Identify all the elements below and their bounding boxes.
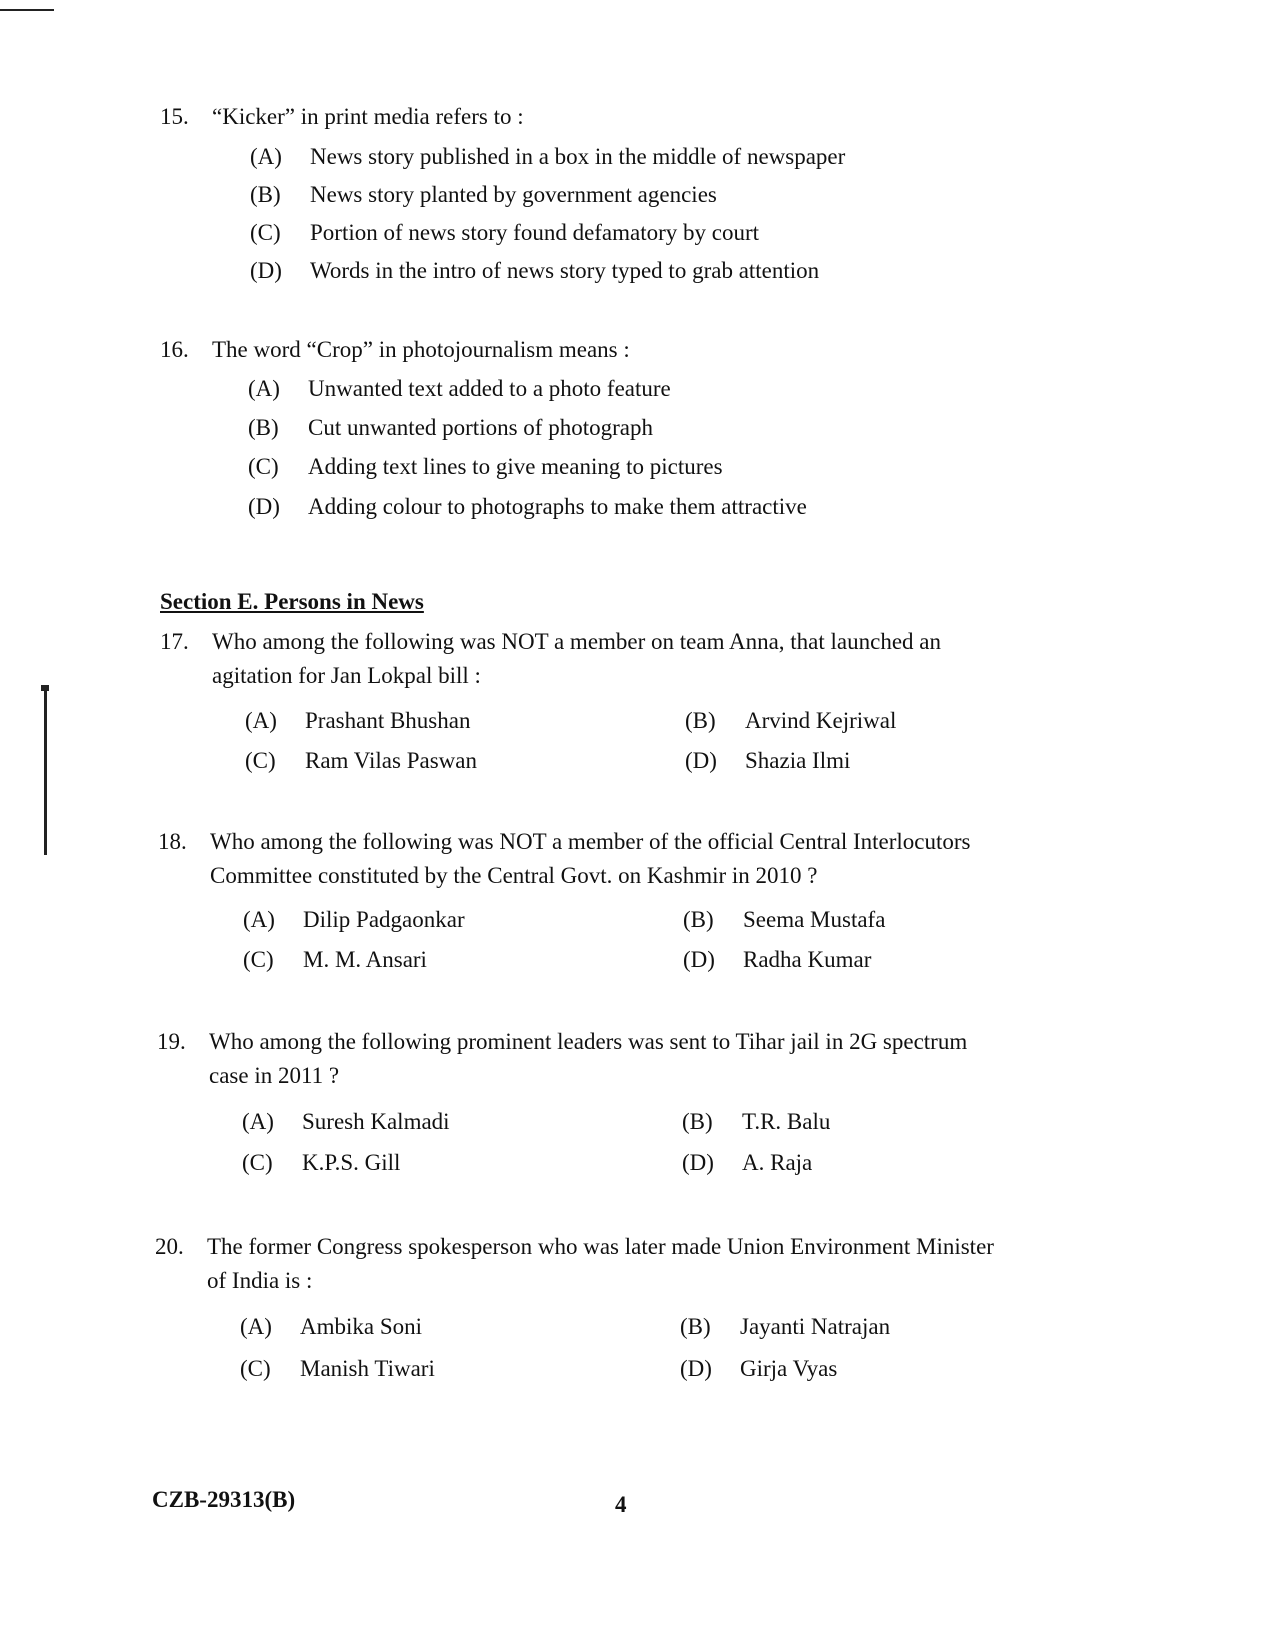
option-letter: (D): [680, 1356, 712, 1381]
option-letter: (B): [683, 907, 714, 932]
option-text: A. Raja: [742, 1150, 813, 1175]
paper-code: CZB-29313(B): [152, 1487, 296, 1512]
option-letter: (D): [248, 494, 280, 519]
option-text: Shazia Ilmi: [745, 748, 851, 773]
option-text: T.R. Balu: [742, 1109, 831, 1134]
option-letter: (A): [242, 1109, 274, 1134]
question-text: Who among the following was NOT a member of the official Central Interlocutors Committee constituted by the Central Govt. on Kashmir in 2010 ?: [210, 829, 971, 888]
question-text: The word “Crop” in photojournalism means :: [212, 337, 630, 362]
option-letter: (A): [250, 144, 282, 169]
option-letter: (B): [682, 1109, 713, 1134]
option-text: Seema Mustafa: [743, 907, 886, 932]
option-text: Radha Kumar: [743, 947, 872, 972]
page-number: 4: [615, 1492, 627, 1517]
question-number: 16.: [160, 337, 189, 362]
option-text: M. M. Ansari: [303, 947, 427, 972]
option-text: Ram Vilas Paswan: [305, 748, 477, 773]
option-letter: (D): [683, 947, 715, 972]
option-text: Girja Vyas: [740, 1356, 838, 1381]
option-letter: (B): [685, 708, 716, 733]
option-letter: (B): [680, 1314, 711, 1339]
option-letter: (B): [250, 182, 281, 207]
option-text: Prashant Bhushan: [305, 708, 471, 733]
margin-mark: [44, 690, 47, 855]
option-letter: (A): [248, 376, 280, 401]
option-letter: (A): [243, 907, 275, 932]
question-number: 17.: [160, 629, 189, 654]
question-text: Who among the following was NOT a member on team Anna, that launched an agitation for Jan Lokpal bill :: [212, 629, 941, 688]
option-text: Dilip Padgaonkar: [303, 907, 465, 932]
question-number: 15.: [160, 104, 189, 129]
option-letter: (C): [240, 1356, 271, 1381]
option-text: News story planted by government agencies: [310, 182, 717, 207]
option-letter: (C): [250, 220, 281, 245]
question-number: 19.: [157, 1029, 186, 1054]
option-letter: (D): [250, 258, 282, 283]
option-text: Adding colour to photographs to make them attractive: [308, 494, 807, 519]
question-text: The former Congress spokesperson who was later made Union Environment Minister of India is :: [207, 1234, 994, 1293]
option-letter: (C): [245, 748, 276, 773]
option-text: News story published in a box in the middle of newspaper: [310, 144, 846, 169]
option-letter: (C): [243, 947, 274, 972]
question-text: “Kicker” in print media refers to :: [212, 104, 524, 129]
question-number: 18.: [158, 829, 187, 854]
option-text: Portion of news story found defamatory by court: [310, 220, 760, 245]
option-text: K.P.S. Gill: [302, 1150, 401, 1175]
corner-rule: [0, 9, 54, 11]
option-letter: (A): [245, 708, 277, 733]
option-text: Adding text lines to give meaning to pictures: [308, 454, 723, 479]
option-text: Arvind Kejriwal: [745, 708, 897, 733]
option-text: Jayanti Natrajan: [740, 1314, 891, 1339]
option-letter: (A): [240, 1314, 272, 1339]
option-text: Ambika Soni: [300, 1314, 423, 1339]
option-text: Unwanted text added to a photo feature: [308, 376, 671, 401]
option-letter: (D): [682, 1150, 714, 1175]
option-letter: (B): [248, 415, 279, 440]
question-number: 20.: [155, 1234, 184, 1259]
question-text: Who among the following prominent leaders was sent to Tihar jail in 2G spectrum case in 2011 ?: [209, 1029, 968, 1088]
option-letter: (C): [242, 1150, 273, 1175]
option-text: Cut unwanted portions of photograph: [308, 415, 653, 440]
option-text: Words in the intro of news story typed to grab attention: [310, 258, 820, 283]
section-heading: Section E. Persons in News: [160, 589, 424, 614]
option-text: Manish Tiwari: [300, 1356, 435, 1381]
option-letter: (C): [248, 454, 279, 479]
option-text: Suresh Kalmadi: [302, 1109, 450, 1134]
option-letter: (D): [685, 748, 717, 773]
